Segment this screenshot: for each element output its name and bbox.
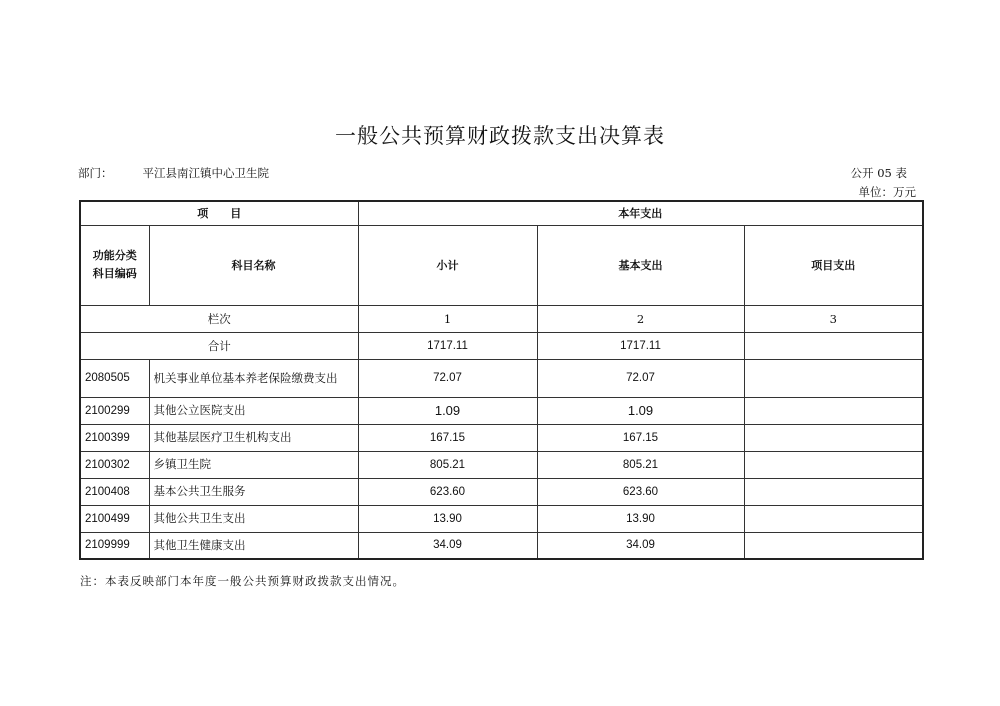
row-project: [744, 359, 923, 397]
row-subtotal: 72.07: [358, 359, 537, 397]
row-project: [744, 424, 923, 451]
header-subtotal: 小计: [358, 225, 537, 305]
row-basic: 623.60: [537, 478, 744, 505]
column-index-row: [80, 305, 923, 332]
total-basic: 1717.11: [537, 332, 744, 359]
row-code: 2100299: [80, 397, 149, 424]
row-project: [744, 505, 923, 532]
row-basic: 167.15: [537, 424, 744, 451]
row-basic: 805.21: [537, 451, 744, 478]
row-name: 基本公共卫生服务: [149, 478, 358, 505]
row-subtotal: 623.60: [358, 478, 537, 505]
row-project: [744, 478, 923, 505]
table-row: [80, 451, 923, 478]
column-index-1: 1: [358, 305, 537, 332]
row-name: 其他公共卫生支出: [149, 505, 358, 532]
row-code: 2109999: [80, 532, 149, 559]
row-code: 2100302: [80, 451, 149, 478]
header-item: 项 目: [80, 201, 358, 225]
total-row: [80, 332, 923, 359]
table-row: [80, 424, 923, 451]
row-basic: 1.09: [537, 397, 744, 424]
table-note: 注：本表反映部门本年度一般公共预算财政拨款支出情况。: [80, 574, 405, 588]
row-name: 其他卫生健康支出: [149, 532, 358, 559]
header-year-expense: 本年支出: [358, 201, 923, 225]
page-title: 一般公共预算财政拨款支出决算表: [335, 124, 665, 148]
header-row-2: [80, 225, 923, 305]
header-name: 科目名称: [149, 225, 358, 305]
row-subtotal: 1.09: [358, 397, 537, 424]
row-name: 其他基层医疗卫生机构支出: [149, 424, 358, 451]
total-label: 合计: [80, 332, 358, 359]
row-project: [744, 451, 923, 478]
row-code: 2100499: [80, 505, 149, 532]
row-basic: 34.09: [537, 532, 744, 559]
table-row: [80, 505, 923, 532]
form-number: 公开 05 表: [850, 166, 907, 180]
row-subtotal: 13.90: [358, 505, 537, 532]
header-basic: 基本支出: [537, 225, 744, 305]
row-subtotal: 167.15: [358, 424, 537, 451]
column-index-label: 栏次: [80, 305, 358, 332]
row-name: 其他公立医院支出: [149, 397, 358, 424]
row-project: [744, 532, 923, 559]
table-row: [80, 532, 923, 559]
department-name: 平江县南江镇中心卫生院: [142, 166, 269, 180]
department-label: 部门：: [78, 166, 113, 180]
row-code: 2100399: [80, 424, 149, 451]
header-code: 功能分类 科目编码: [80, 225, 149, 305]
department-line: [78, 165, 269, 181]
header-project: 项目支出: [744, 225, 923, 305]
row-code: 2100408: [80, 478, 149, 505]
row-project: [744, 397, 923, 424]
row-basic: 72.07: [537, 359, 744, 397]
column-index-3: 3: [744, 305, 923, 332]
row-name: 乡镇卫生院: [149, 451, 358, 478]
total-subtotal: 1717.11: [358, 332, 537, 359]
total-project: [744, 332, 923, 359]
unit-label: 单位：万元: [858, 185, 916, 199]
header-row-1: [80, 201, 923, 225]
row-code: 2080505: [80, 359, 149, 397]
table-row: [80, 397, 923, 424]
row-subtotal: 34.09: [358, 532, 537, 559]
table-row: [80, 359, 923, 397]
column-index-2: 2: [537, 305, 744, 332]
row-basic: 13.90: [537, 505, 744, 532]
expense-table: [79, 200, 924, 560]
row-subtotal: 805.21: [358, 451, 537, 478]
row-name: 机关事业单位基本养老保险缴费支出: [149, 359, 358, 397]
table-row: [80, 478, 923, 505]
